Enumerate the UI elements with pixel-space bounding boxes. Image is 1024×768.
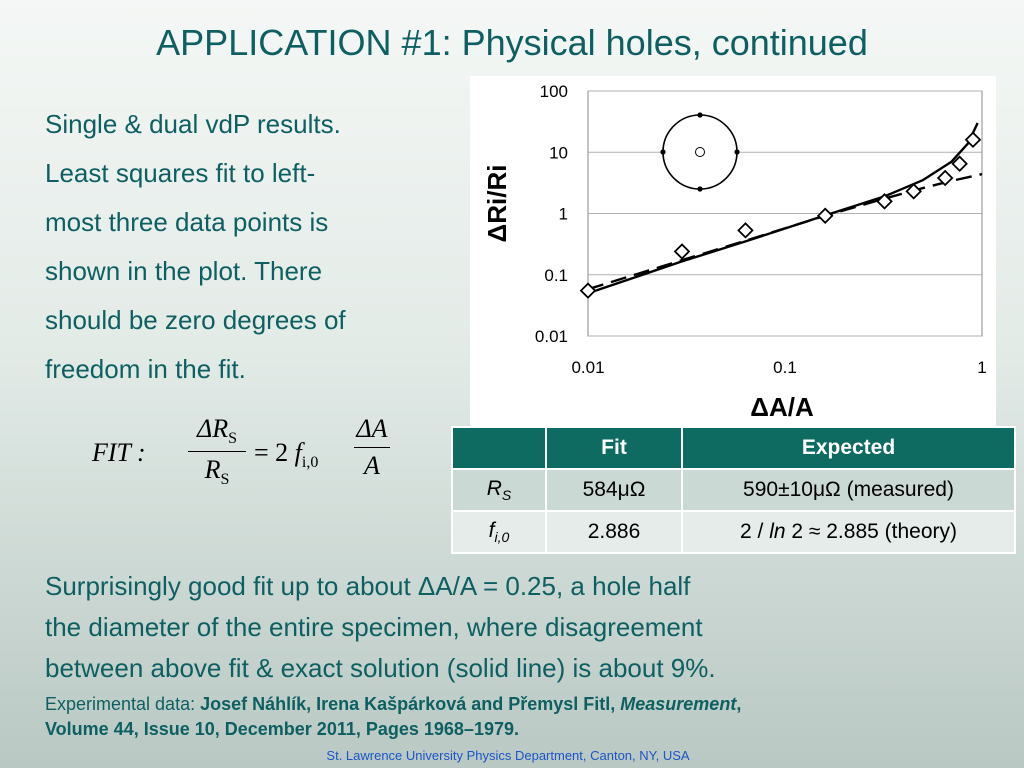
conclusion-line: the diameter of the entire specimen, where disagreement — [45, 612, 703, 642]
reference-journal: Measurement — [620, 694, 737, 714]
data-point-marker — [738, 223, 752, 237]
equation-f-sub: i,0 — [301, 454, 319, 472]
contact-dot-icon — [697, 186, 702, 191]
row-label-fi0: $f_{i,0}$ — [452, 511, 546, 553]
contact-dot-icon — [660, 149, 665, 154]
conclusion-line: between above fit & exact solution (solid line) is about 9%. — [45, 653, 716, 683]
cell-fit-rs: 584μΩ — [546, 469, 682, 511]
data-point-marker — [675, 244, 689, 258]
reference-authors: Josef Náhlík, Irena Kašpárková and Přemysl Fitl, — [200, 694, 621, 714]
equation-fraction-right — [354, 414, 390, 481]
cell-expected-fi0: 2 / ln 2 ≈ 2.885 (theory) — [682, 511, 1015, 553]
intro-line: should be zero degrees of — [45, 305, 346, 335]
conclusion-line: Surprisingly good fit up to about ΔA/A = 0.25, a hole half — [45, 571, 691, 601]
y-axis-label: ΔRi/Ri — [482, 164, 512, 243]
cell-fit-fi0: 2.886 — [546, 511, 682, 553]
equation-num-left: ΔR — [196, 414, 229, 443]
table-row — [452, 469, 1015, 511]
y-tick-label: 0.01 — [534, 327, 568, 346]
row-label-rs: $R_S$ — [452, 469, 546, 511]
footer-affiliation: St. Lawrence University Physics Department, Canton, NY, USA — [326, 748, 690, 763]
y-tick-label: 1 — [558, 204, 568, 224]
equation-den-right: A — [364, 451, 380, 480]
intro-line: freedom in the fit. — [45, 354, 246, 384]
y-tick-label: 10 — [549, 143, 568, 163]
plot-panel — [470, 76, 996, 426]
data-point-marker — [581, 284, 595, 298]
reference-citation: Experimental data: Josef Náhlík, Irena Kašpárková and Přemysl Fitl, Measurement, Volume 44, Issue 10, December 2011, Pages 1968–1979. — [45, 694, 742, 739]
equation-equals: = 2 — [254, 438, 289, 467]
slide-title: APPLICATION #1: Physical holes, continued — [156, 22, 868, 63]
y-tick-label: 0.1 — [544, 265, 568, 285]
specimen-hole-icon — [696, 148, 705, 157]
fit-equation — [92, 414, 412, 504]
table-header-row — [452, 427, 1015, 469]
equation-den-left-sub: S — [220, 471, 230, 489]
equation-lhs: FIT : — [92, 438, 146, 467]
contact-dot-icon — [734, 149, 739, 154]
cell-expected-rs: 590±10μΩ (measured) — [682, 469, 1015, 511]
x-tick-label: 0.01 — [571, 358, 605, 377]
log-log-chart — [470, 76, 996, 426]
equation-rhs — [254, 438, 318, 472]
table-header-fit: Fit — [546, 427, 682, 469]
reference-volume: Volume 44, Issue 10, December 2011, Pages 1968–1979. — [45, 719, 519, 739]
table-row — [452, 511, 1015, 553]
x-tick-label: 1 — [977, 358, 987, 377]
conclusion-text — [45, 566, 945, 689]
intro-line: Single & dual vdP results. — [45, 109, 341, 139]
table-header-blank — [452, 427, 546, 469]
fit-dashed-line — [588, 174, 982, 289]
y-tick-label: 100 — [539, 82, 568, 101]
reference-prefix: Experimental data: — [45, 694, 201, 714]
data-point-marker — [818, 209, 832, 223]
equation-f: f — [294, 438, 302, 467]
x-tick-label: 0.1 — [773, 358, 797, 377]
equation-num-right: ΔA — [356, 414, 388, 443]
intro-line: shown in the plot. There — [45, 256, 323, 286]
contact-dot-icon — [697, 112, 702, 117]
equation-den-left: R — [204, 455, 221, 485]
table-header-expected: Expected — [682, 427, 1015, 469]
intro-line: most three data points is — [45, 207, 329, 237]
x-axis-label: ΔA/A — [750, 392, 814, 422]
intro-line: Least squares fit to left- — [45, 158, 316, 188]
exact-solution-line — [588, 123, 978, 293]
intro-text — [45, 100, 455, 394]
results-table — [451, 426, 1016, 554]
equation-num-left-sub: S — [228, 430, 238, 448]
equation-fraction-left — [188, 414, 246, 489]
